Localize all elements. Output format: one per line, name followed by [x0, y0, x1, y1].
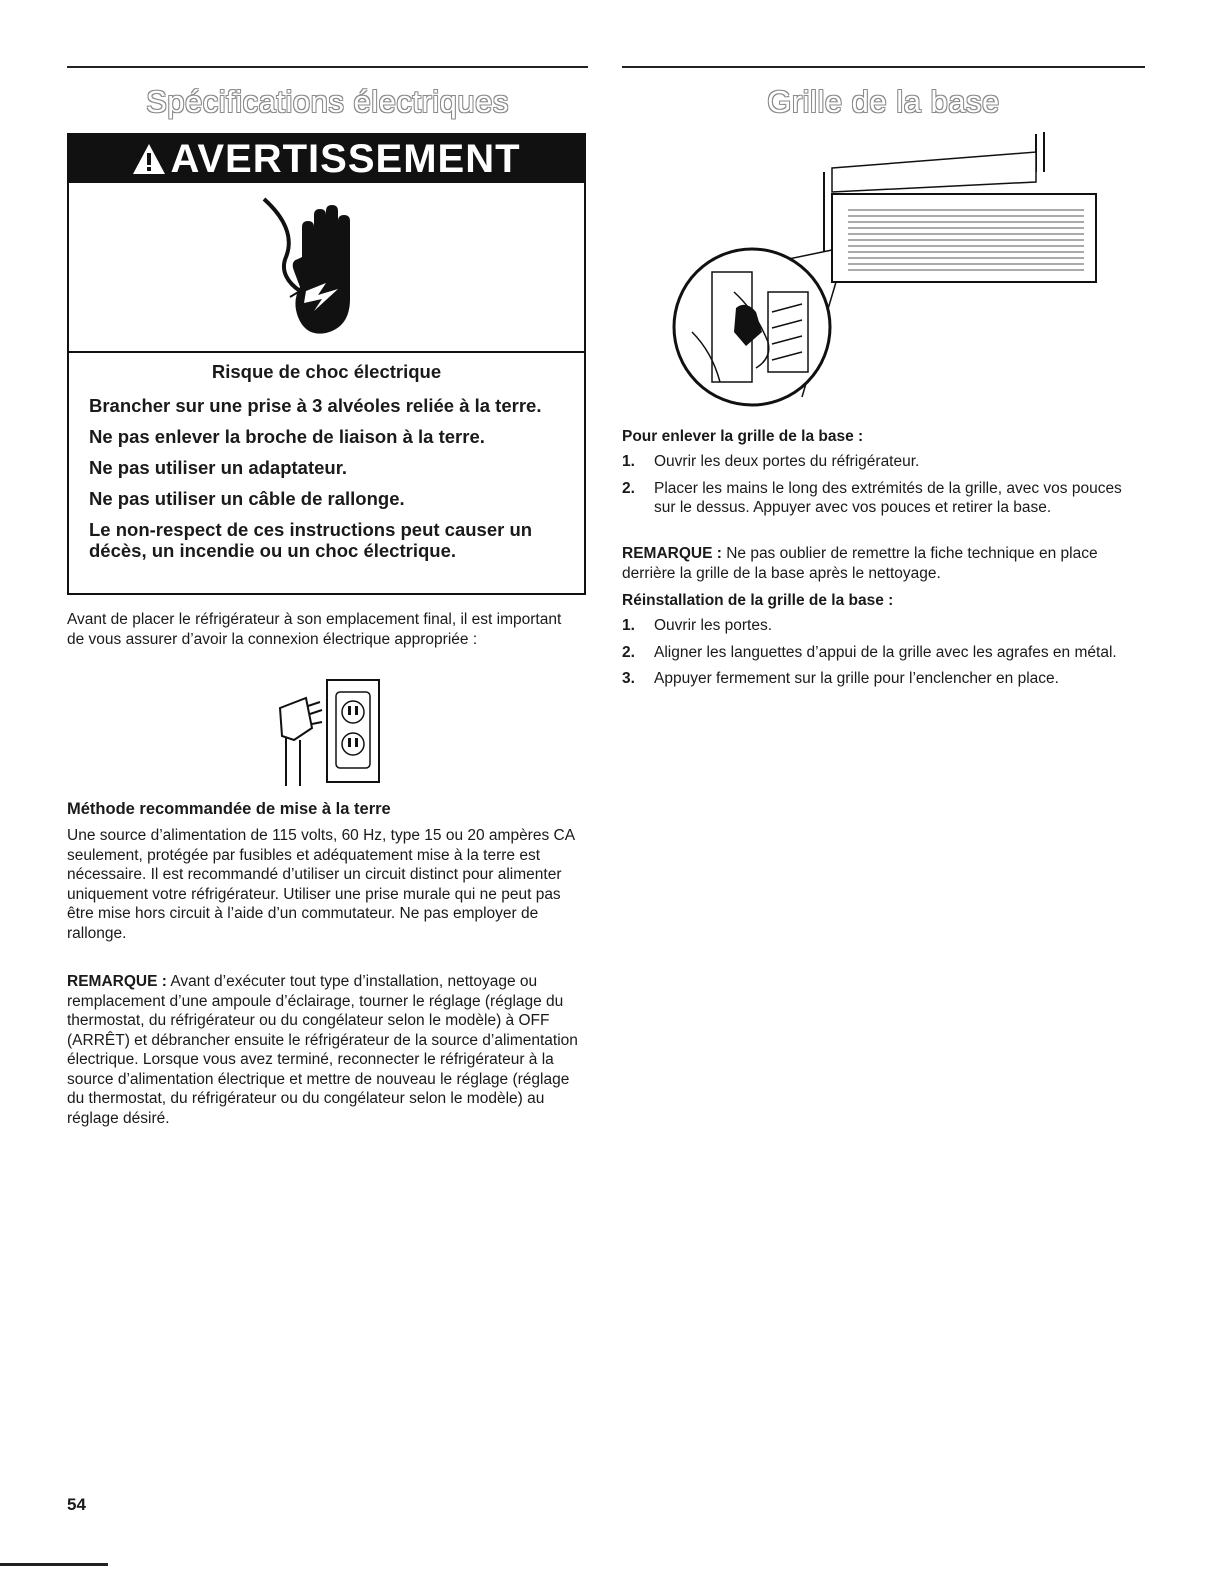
step-text: Aligner les languettes d’appui de la grille avec les agrafes en métal. — [654, 643, 1117, 661]
list-item — [622, 669, 1142, 689]
warning-risk-title: Risque de choc électrique — [211, 361, 442, 382]
note-label: REMARQUE : — [67, 973, 167, 990]
step-number: 1. — [622, 453, 635, 470]
warning-line: Le non-respect de ces instructions peut causer un décès, un incendie ou un choc électrique. — [89, 519, 533, 561]
section-rule — [67, 66, 588, 68]
warning-triangle-icon — [132, 142, 166, 176]
step-number: 1. — [622, 617, 635, 634]
page-number: 54 — [67, 1495, 86, 1514]
warning-text — [69, 357, 584, 561]
warning-line: Ne pas utiliser un câble de rallonge. — [89, 488, 405, 509]
warning-box — [67, 133, 586, 595]
reinstall-heading: Réinstallation de la grille de la base : — [622, 592, 894, 609]
section-title-electrical: Spécifications électriques — [146, 84, 509, 119]
note-text: Avant d’exécuter tout type d’installation, nettoyage ou remplacement d’une ampoule d’éclairage, tourner le réglage (réglage du thermostat, du réfrigérateur ou du congélateur selon le modèle) à OFF (ARRÊT) et débrancher ensuite le réfrigérateur de la source d’alimentation électrique. Lorsque vous avez terminé, reconnecter le réfrigérateur à la source d’alimentation électrique et mettre de nouveau le réglage (réglage du thermostat, du réfrigérateur ou du congélateur selon le modèle) au réglage désiré. — [67, 973, 578, 1127]
list-item — [622, 479, 1142, 518]
warning-header-label: AVERTISSEMENT — [170, 136, 521, 181]
step-text: Ouvrir les deux portes du réfrigérateur. — [654, 453, 920, 470]
section-title-grille: Grille de la base — [767, 84, 1000, 119]
step-text: Appuyer fermement sur la grille pour l’enclencher en place. — [654, 670, 1059, 687]
list-item — [622, 643, 1142, 663]
warning-line: Ne pas utiliser un adaptateur. — [89, 457, 348, 478]
note-text: Ne pas oublier de remettre la fiche technique en place derrière la grille de la base après le nettoyage. — [622, 545, 1098, 582]
section-rule — [622, 66, 1145, 68]
step-text: Placer les mains le long des extrémités de la grille, avec vos pouces sur le dessus. Appuyer avec vos pouces et retirer la base. — [654, 479, 1122, 516]
note-label: REMARQUE : — [622, 545, 722, 562]
warning-line: Brancher sur une prise à 3 alvéoles reliée à la terre. — [89, 395, 542, 416]
electric-shock-hand-icon — [254, 187, 374, 347]
method-paragraph: Une source d’alimentation de 115 volts, 60 Hz, type 15 ou 20 ampères CA seulement, protégée par fusibles et adéquatement mise à la terre est nécessaire. Il est recommandé d’utiliser un circuit distinct pour alimenter uniquement votre réfrigérateur. Utiliser une prise murale qui ne peut pas être mise hors circuit à l’aide d’un commutateur. Ne pas employer de rallonge. — [67, 827, 575, 942]
note-paragraph — [622, 544, 1142, 583]
grounded-plug-outlet-icon — [272, 678, 392, 788]
remove-heading: Pour enlever la grille de la base : — [622, 428, 864, 445]
method-heading: Méthode recommandée de mise à la terre — [67, 800, 391, 818]
remove-steps-list — [622, 452, 1142, 525]
footer-bar — [0, 1563, 108, 1566]
intro-paragraph: Avant de placer le réfrigérateur à son emplacement final, il est important de vous assurer d’avoir la connexion électrique appropriée : — [67, 611, 562, 648]
step-number: 2. — [622, 479, 635, 497]
list-item — [622, 616, 1142, 636]
step-text: Ouvrir les portes. — [654, 617, 773, 634]
step-number: 2. — [622, 643, 635, 661]
list-item — [622, 452, 1142, 472]
warning-header — [69, 135, 584, 183]
note-paragraph — [67, 972, 583, 1128]
warning-illustration — [69, 183, 584, 353]
base-grille-illustration — [672, 132, 1104, 412]
step-number: 3. — [622, 670, 635, 687]
warning-line: Ne pas enlever la broche de liaison à la terre. — [89, 426, 485, 447]
reinstall-steps-list — [622, 616, 1142, 696]
